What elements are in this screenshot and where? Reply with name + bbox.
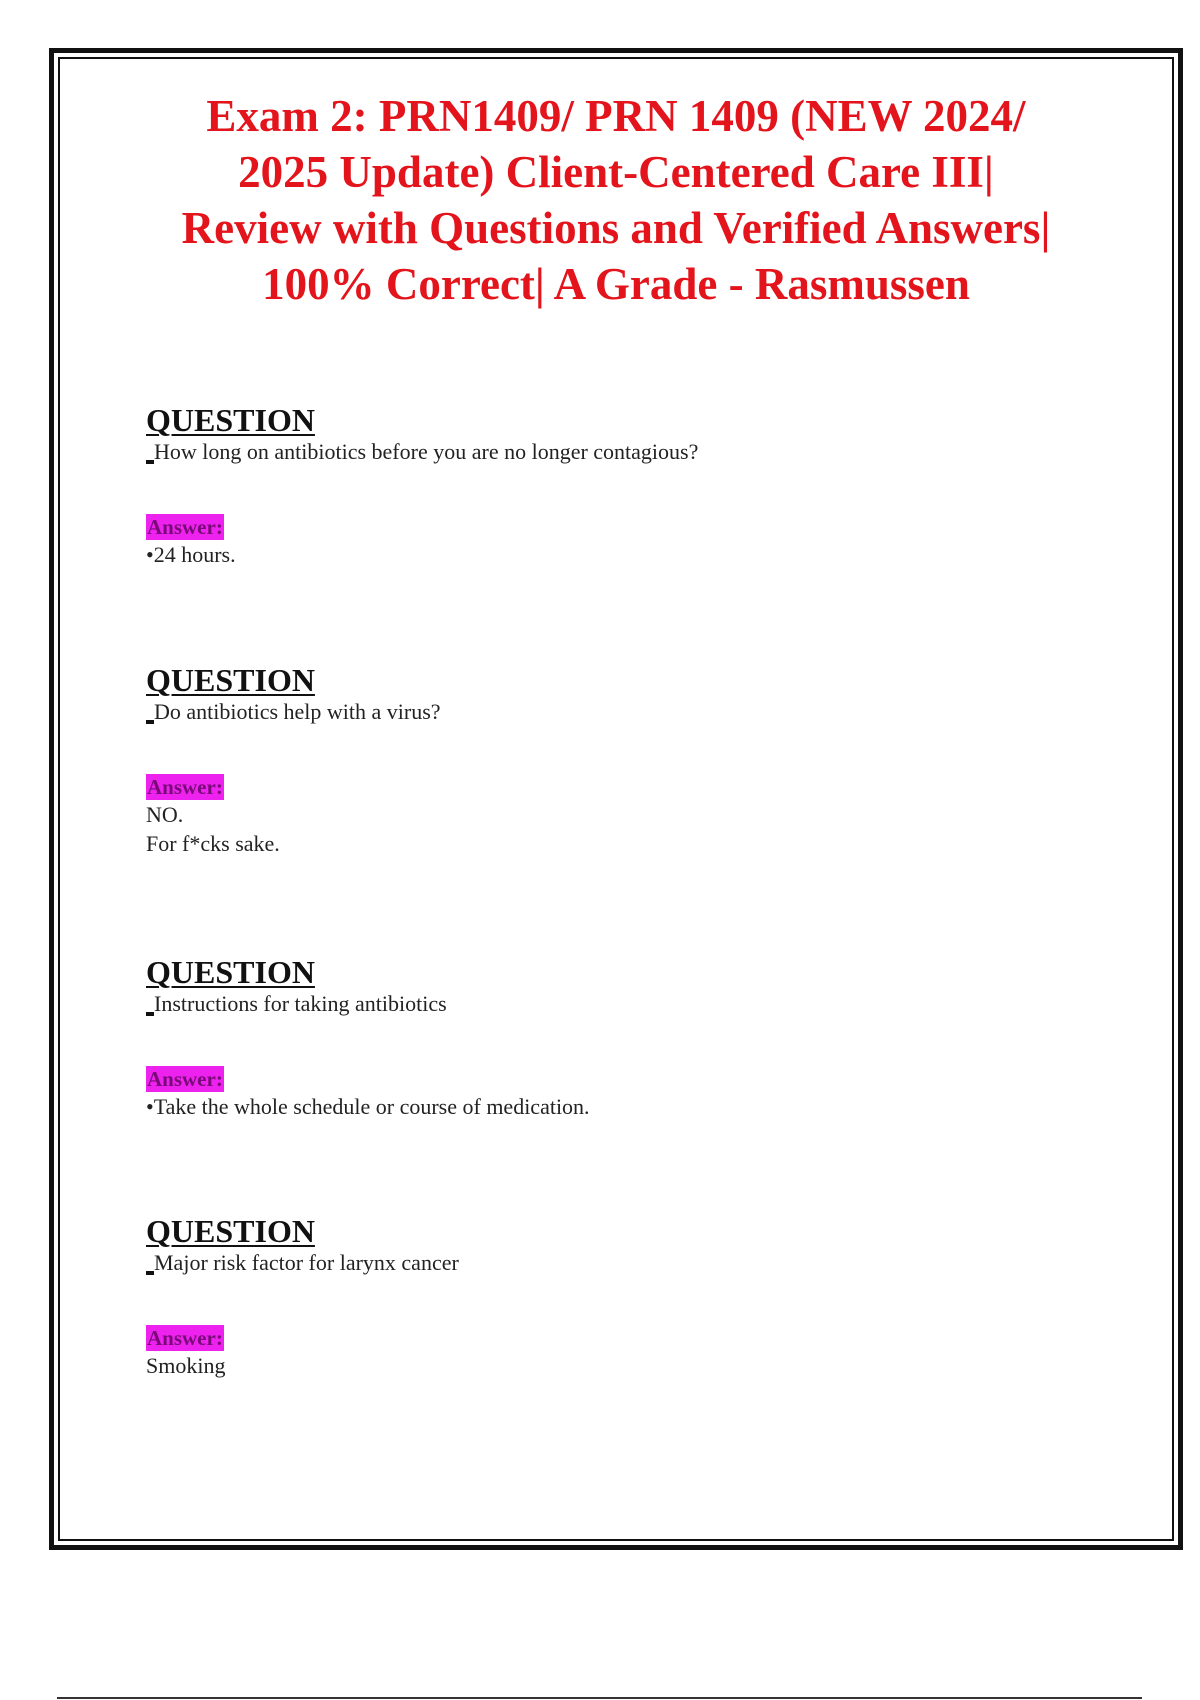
question-marker <box>146 720 154 724</box>
title-line: Review with Questions and Verified Answers| <box>181 203 1051 253</box>
question-heading: QUESTION <box>146 662 315 698</box>
question-text <box>146 990 1106 1018</box>
question-text-content: Major risk factor for larynx cancer <box>154 1250 459 1275</box>
answer-label: Answer: <box>147 515 223 539</box>
question-text <box>146 698 1106 726</box>
question-marker <box>146 1012 154 1016</box>
qa-item-4 <box>146 1214 1106 1380</box>
answer-text: •Take the whole schedule or course of medication. <box>146 1094 590 1119</box>
answer-label: Answer: <box>147 775 223 799</box>
title-line: 100% Correct| A Grade - Rasmussen <box>262 259 970 309</box>
answer-text: For f*cks sake. <box>146 831 280 856</box>
question-heading: QUESTION <box>146 402 315 438</box>
answer-label: Answer: <box>147 1326 223 1350</box>
question-marker <box>146 1271 154 1275</box>
answer-text: NO. <box>146 802 184 827</box>
title-line: Exam 2: PRN1409/ PRN 1409 (NEW 2024/ <box>206 91 1026 141</box>
question-text <box>146 1249 1106 1277</box>
question-heading: QUESTION <box>146 954 315 990</box>
qa-item-3 <box>146 955 1106 1121</box>
qa-item-2 <box>146 663 1106 858</box>
answer-label: Answer: <box>147 1067 223 1091</box>
qa-item-1 <box>146 403 1106 569</box>
answer-text: •24 hours. <box>146 542 236 567</box>
answer-text: Smoking <box>146 1353 226 1378</box>
question-marker <box>146 460 154 464</box>
question-heading: QUESTION <box>146 1213 315 1249</box>
document-title <box>80 88 1152 312</box>
question-text-content: Instructions for taking antibiotics <box>154 991 447 1016</box>
question-text-content: How long on antibiotics before you are no longer contagious? <box>154 439 699 464</box>
question-text-content: Do antibiotics help with a virus? <box>154 699 441 724</box>
footer-divider <box>57 1697 1142 1699</box>
title-line: 2025 Update) Client-Centered Care III| <box>238 147 994 197</box>
question-text <box>146 438 1106 466</box>
